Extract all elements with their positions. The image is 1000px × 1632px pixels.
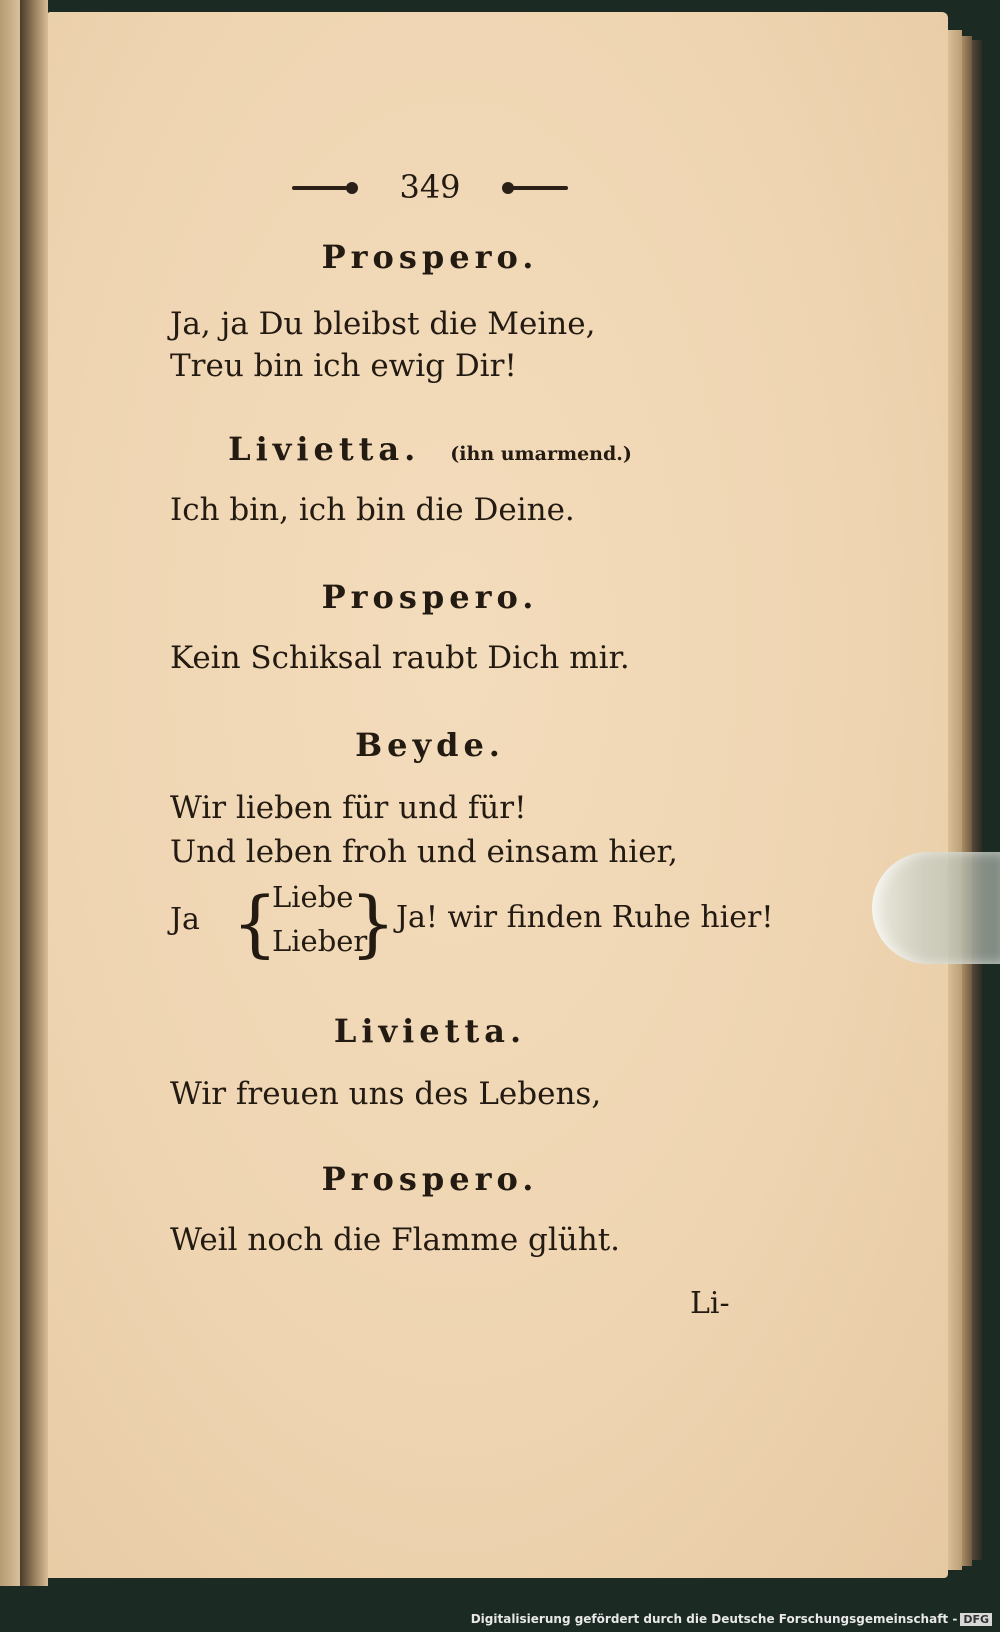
- verse-line: Weil noch die Flamme glüht.: [170, 1222, 621, 1258]
- speaker-heading: Prospero.: [321, 578, 539, 616]
- footer-text: Digitalisierung gefördert durch die Deutsche Forschungsgemeinschaft -: [470, 1612, 958, 1626]
- ornament-rule-right: [506, 186, 568, 190]
- verse-line: Treu bin ich ewig Dir!: [170, 348, 517, 384]
- stage-direction: (ihn umarmend.): [450, 443, 632, 465]
- speaker-heading: Beyde.: [355, 726, 505, 764]
- verse-line: Und leben froh und einsam hier,: [170, 834, 678, 870]
- glass-page-weight: [872, 852, 1000, 964]
- choice-option: Liebe: [272, 880, 354, 914]
- verse-line: Ich bin, ich bin die Deine.: [170, 492, 575, 528]
- page-number: 349: [399, 168, 461, 206]
- page-stack-edge: [972, 40, 982, 1560]
- verse-line: Kein Schiksal raubt Dich mir.: [170, 640, 630, 676]
- catchword: Li-: [690, 1286, 730, 1321]
- speaker-heading: Livietta.: [333, 1012, 527, 1050]
- footer-credit: [471, 1612, 992, 1626]
- left-brace: {: [232, 881, 278, 965]
- dfg-logo: DFG: [960, 1613, 992, 1626]
- verse-line: Ja! wir finden Ruhe hier!: [396, 900, 774, 935]
- page-stack-edge: [962, 36, 972, 1566]
- speaker-heading: Livietta. (ihn umarmend.): [228, 430, 632, 468]
- verse-line: Wir freuen uns des Lebens,: [170, 1076, 602, 1112]
- right-brace: }: [350, 881, 396, 965]
- choice-lead: Ja: [170, 902, 200, 937]
- speaker-heading: Prospero.: [321, 238, 539, 276]
- choice-brace-group: [232, 880, 396, 970]
- verse-line: Wir lieben für und für!: [170, 790, 527, 826]
- verse-line: Ja, ja Du bleibst die Meine,: [170, 306, 596, 342]
- choice-option: Lieber: [272, 924, 368, 958]
- speaker-heading: Prospero.: [321, 1160, 539, 1198]
- page-stack-edge: [948, 30, 962, 1570]
